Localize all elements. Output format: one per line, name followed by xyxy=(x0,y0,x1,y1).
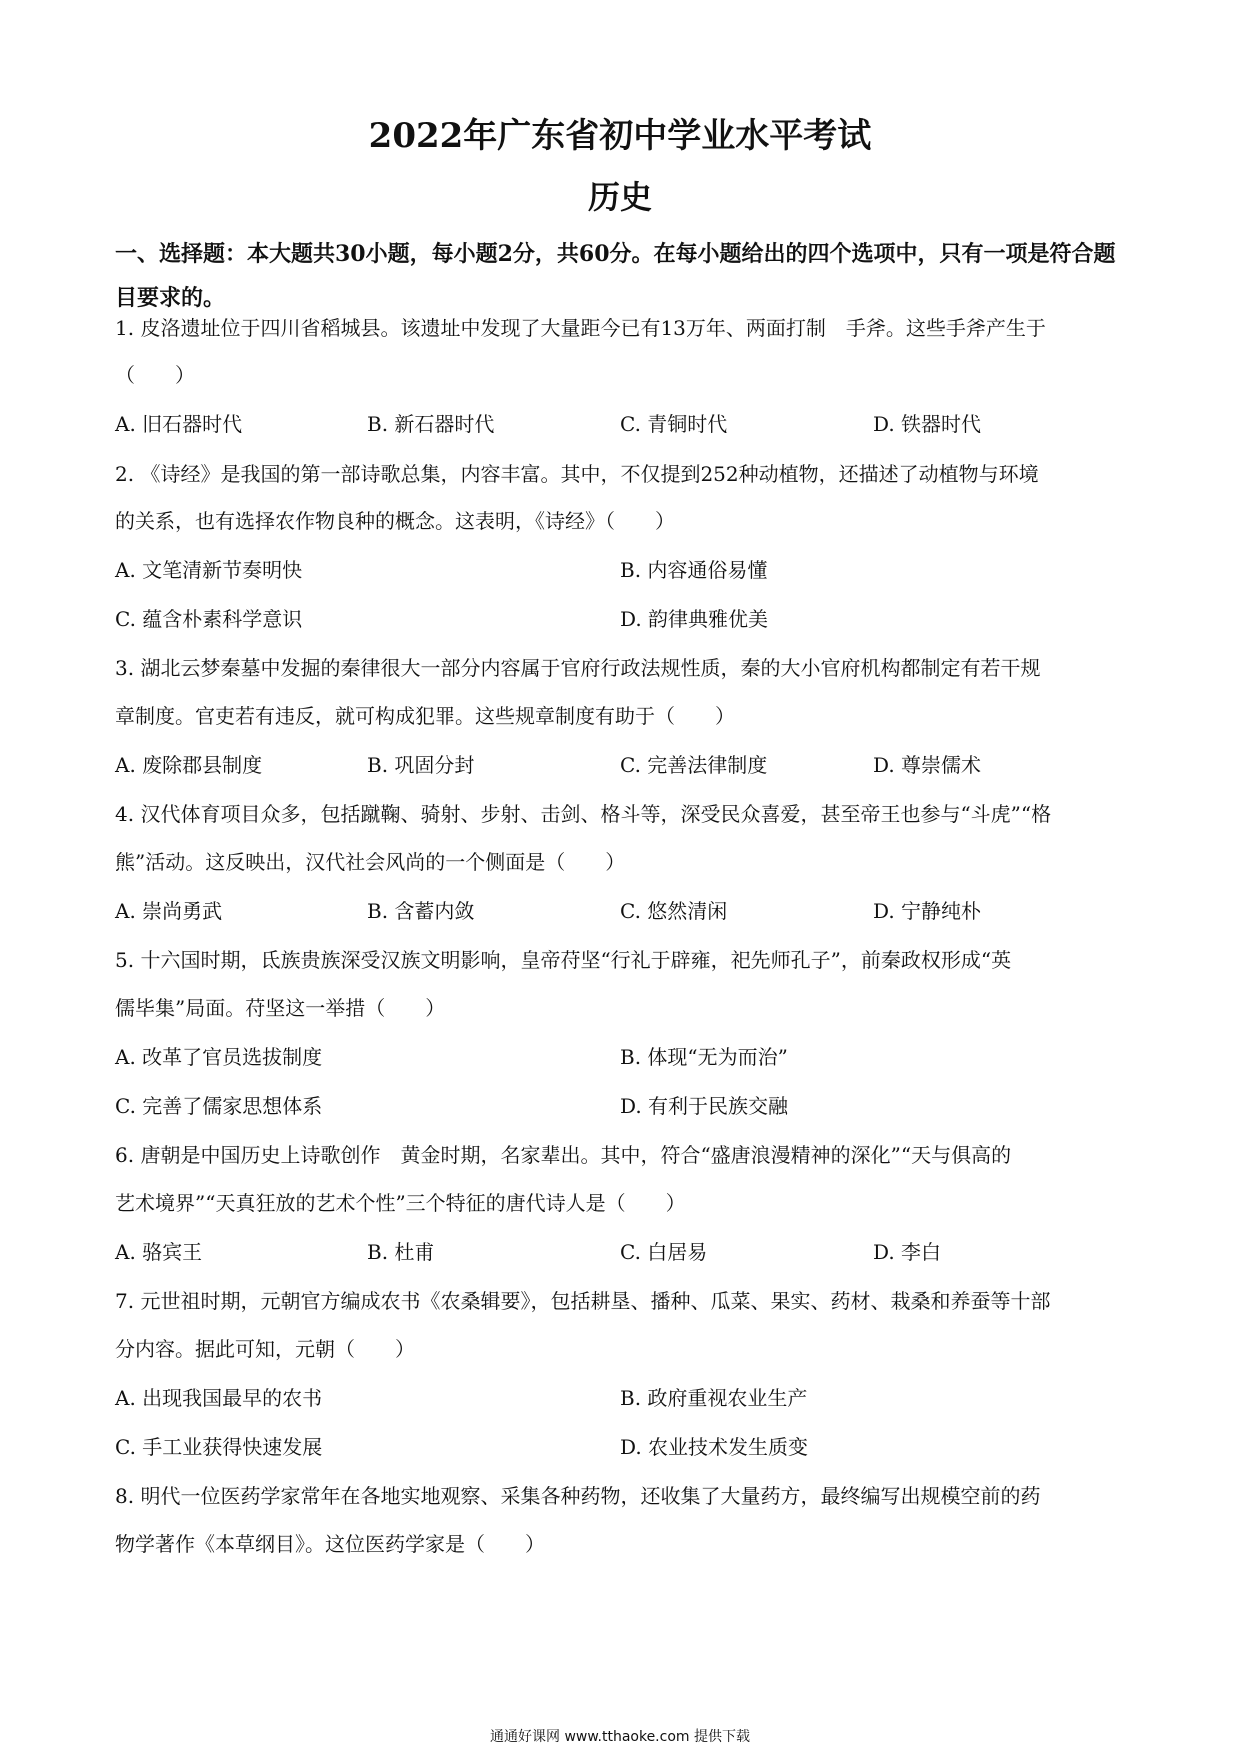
question-4-option-a: A. 崇尚勇武 xyxy=(115,899,223,923)
page-footer: 通通好课网 www.tthaoke.com 提供下载 xyxy=(490,1729,750,1745)
question-6-option-d: D. 李白 xyxy=(873,1240,942,1264)
question-7-option-a: A. 出现我国最早的农书 xyxy=(115,1386,323,1410)
section-heading: 一、选择题：本大题共30小题，每小题2分，共60分。在每小题给出的四个选项中，只有一项是符合题目要求的。 xyxy=(115,241,1116,311)
question-3-option-b: B. 巩固分封 xyxy=(367,753,475,777)
question-2-line-2: 的关系，也有选择农作物良种的概念。这表明，《诗经》（ ） xyxy=(115,509,675,533)
question-6-option-a: A. 骆宾王 xyxy=(115,1240,203,1264)
question-7-option-c: C. 手工业获得快速发展 xyxy=(115,1435,323,1459)
question-1-option-a: A. 旧石器时代 xyxy=(115,412,243,436)
question-8-line-1: 8. 明代一位医药学家常年在各地实地观察、采集各种药物，还收集了大量药方，最终编写出规模空前的药 xyxy=(115,1484,1041,1508)
question-7-option-d: D. 农业技术发生质变 xyxy=(620,1435,809,1459)
question-2-option-c: C. 蕴含朴素科学意识 xyxy=(115,607,303,631)
question-3-option-c: C. 完善法律制度 xyxy=(620,753,768,777)
question-7-line-1: 7. 元世祖时期，元朝官方编成农书《农桑辑要》，包括耕垦、播种、瓜菜、果实、药材、栽桑和养蚕等十部 xyxy=(115,1289,1051,1313)
exam-title: 2022年广东省初中学业水平考试 xyxy=(368,116,872,156)
question-1-option-d: D. 铁器时代 xyxy=(873,412,982,436)
question-8-line-2: 物学著作《本草纲目》。这位医药学家是（ ） xyxy=(115,1532,545,1556)
question-1-line-1: 1. 皮洛遗址位于四川省稻城县。该遗址中发现了大量距今已有13万年、两面打制 手斧。这些手斧产生于 xyxy=(115,316,1046,340)
question-4-option-b: B. 含蓄内敛 xyxy=(367,899,475,923)
question-1-line-2: （ ） xyxy=(115,363,195,387)
question-7-line-2: 分内容。据此可知，元朝（ ） xyxy=(115,1337,415,1361)
subject-title: 历史 xyxy=(587,178,652,216)
question-6-line-1: 6. 唐朝是中国历史上诗歌创作 黄金时期，名家辈出。其中，符合“盛唐浪漫精神的深化”“天与俱高的 xyxy=(115,1143,1012,1167)
question-5-option-b: B. 体现“无为而治” xyxy=(620,1045,788,1069)
question-5-option-c: C. 完善了儒家思想体系 xyxy=(115,1094,323,1118)
question-5-option-d: D. 有利于民族交融 xyxy=(620,1094,789,1118)
question-2-option-b: B. 内容通俗易懂 xyxy=(620,558,768,582)
question-7-option-b: B. 政府重视农业生产 xyxy=(620,1386,808,1410)
question-4-option-d: D. 宁静纯朴 xyxy=(873,899,982,923)
question-4-line-1: 4. 汉代体育项目众多，包括蹴鞠、骑射、步射、击剑、格斗等，深受民众喜爱，甚至帝王也参与“斗虎”“格 xyxy=(115,802,1052,826)
question-5-line-2: 儒毕集”局面。苻坚这一举措（ ） xyxy=(115,996,446,1020)
question-3-option-d: D. 尊崇儒术 xyxy=(873,753,982,777)
question-6-option-c: C. 白居易 xyxy=(620,1240,708,1264)
question-1-option-c: C. 青铜时代 xyxy=(620,412,728,436)
question-3-line-1: 3. 湖北云梦秦墓中发掘的秦律很大一部分内容属于官府行政法规性质，秦的大小官府机构都制定有若干规 xyxy=(115,656,1041,680)
question-4-line-2: 熊”活动。这反映出，汉代社会风尚的一个侧面是（ ） xyxy=(115,850,626,874)
question-1-option-b: B. 新石器时代 xyxy=(367,412,495,436)
question-6-option-b: B. 杜甫 xyxy=(367,1240,435,1264)
question-5-line-1: 5. 十六国时期，氐族贵族深受汉族文明影响，皇帝苻坚“行礼于辟雍，祀先师孔子”，前秦政权形成“英 xyxy=(115,948,1012,972)
question-2-option-a: A. 文笔清新节奏明快 xyxy=(115,558,303,582)
question-2-option-d: D. 韵律典雅优美 xyxy=(620,607,769,631)
question-4-option-c: C. 悠然清闲 xyxy=(620,899,728,923)
question-3-line-2: 章制度。官吏若有违反，就可构成犯罪。这些规章制度有助于（ ） xyxy=(115,704,735,728)
question-2-line-1: 2. 《诗经》是我国的第一部诗歌总集，内容丰富。其中，不仅提到252种动植物，还描述了动植物与环境 xyxy=(115,462,1039,486)
question-3-option-a: A. 废除郡县制度 xyxy=(115,753,263,777)
question-6-line-2: 艺术境界”“天真狂放的艺术个性”三个特征的唐代诗人是（ ） xyxy=(115,1191,686,1215)
question-5-option-a: A. 改革了官员选拔制度 xyxy=(115,1045,323,1069)
